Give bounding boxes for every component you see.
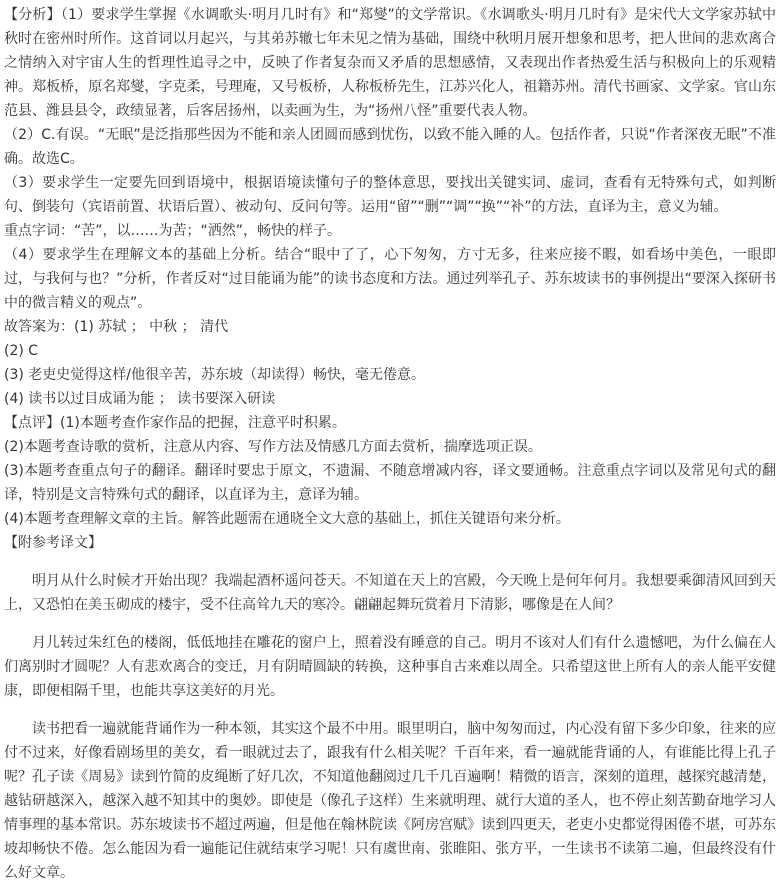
translation-paragraph-1: 明月从什么时候才开始出现？我端起酒杯遥问苍天。不知道在天上的宫殿，今天晚上是何年何月。我想要乘御清风回到天上，又恐怕在美玉砌成的楼宇，受不住高耸九天的寒冷。翩翩起舞玩赏着月下清影，哪像是在人间？ bbox=[4, 573, 776, 613]
analysis-paragraph-4: （4）要求学生在理解文本的基础上分析。结合“眼中了了，心下匆匆，方寸无多，往来应接不暇，如看场中美色，一眼即过，与我何与也？”分析，作者反对“过目能诵为能”的读书态度和方法。通过列举孔子、苏东坡读书的事例提出“要深入探研书中的微言精义的观点”。 bbox=[4, 247, 776, 311]
translation-paragraph-2: 月儿转过朱红色的楼阁，低低地挂在雕花的窗户上，照着没有睡意的自己。明月不该对人们有什么遗憾吧，为什么偏在人们离别时才圆呢？人有悲欢离合的变迁，月有阴晴圆缺的转换，这种事自古来难以周全。只希望这世上所有人的亲人能平安健康，即便相隔千里，也能共享这美好的月光。 bbox=[4, 635, 776, 699]
analysis-key-words: 重点字词：“苦”，以……为苦；“洒然”，畅快的样子。 bbox=[4, 223, 342, 239]
comment-1: 【点评】(1)本题考查作家作品的把握，注意平时积累。 bbox=[4, 415, 346, 431]
analysis-paragraph-3: （3）要求学生一定要先回到语境中，根据语境读懂句子的整体意思，要找出关键实词、虚词，查看有无特殊句式，如判断句、倒装句（宾语前置、状语后置）、被动句、反问句等。运用“留”“删”“调”“换”“补”的方法，直译为主，意义为辅。 bbox=[4, 175, 776, 215]
answer-3: (3) 老吏史觉得这样/他很辛苦，苏东坡（却读得）畅快，毫无倦意。 bbox=[4, 367, 425, 383]
translation-paragraph-3: 读书把看一遍就能背诵作为一种本领，其实这个最不中用。眼里明白，脑中匆匆而过，内心没有留下多少印象，往来的应付不过来，好像看剧场里的美女，看一眼就过去了，跟我有什么相关呢？千百年来，看一遍就能背诵的人，有谁能比得上孔子呢？孔子读《周易》读到竹简的皮绳断了好几次，不知道他翻阅过几千几百遍啊！精微的语言，深刻的道理，越探究越清楚，越钻研越深入，越深入越不知其中的奥妙。即使是（像孔子这样）生来就明理、就行大道的圣人，也不停止刻苦勤奋地学习人情事理的基本常识。苏东坡读书不超过两遍，但是他在翰林院读《阿房宫赋》读到四更天，老吏小史都觉得困倦不堪，可苏东坡却畅快不倦。怎么能因为看一遍能记住就结束学习呢！只有虞世南、张睢阳、张方平，一生读书不读第二遍，但最终没有什么好文章。 bbox=[4, 721, 776, 881]
analysis-paragraph-2: （2）C.有误。“无眠”是泛指那些因为不能和亲人团圆而感到忧伤，以致不能入睡的人。包括作者，只说“作者深夜无眠”不准确。故选C。 bbox=[4, 127, 776, 167]
analysis-paragraph-1: 【分析】（1）要求学生掌握《水调歌头·明月几时有》和“郑燮”的文学常识。《水调歌头·明月几时有》是宋代大文学家苏轼中秋时在密州时所作。这首词以月起兴，与其弟苏辙七年未见之情为基础，围绕中秋明月展开想象和思考，把人世间的悲欢离合之情纳入对宇宙人生的哲理性追寻之中，反映了作者复杂而又矛盾的思想感情，又表现出作者热爱生活与积极向上的乐观精神。郑板桥，原名郑燮，字克柔，号理庵，又号板桥，人称板桥先生，江苏兴化人，祖籍苏州。清代书画家、文学家。官山东范县、潍县县令，政绩显著，后客居扬州，以卖画为生，为“扬州八怪”重要代表人物。 bbox=[4, 7, 776, 119]
answer-2: (2) C bbox=[4, 343, 39, 359]
comment-3: (3)本题考查重点句子的翻译。翻译时要忠于原文，不遗漏、不随意增减内容，译文要通畅。注意重点字词以及常见句式的翻译，特别是文言特殊句式的翻译，以直译为主，意译为辅。 bbox=[4, 463, 776, 503]
answer-intro: 故答案为：(1) 苏轼 ； 中秋 ； 清代 bbox=[4, 319, 229, 335]
comment-4: (4)本题考查理解文章的主旨。解答此题需在通晓全文大意的基础上，抓住关键语句来分析。 bbox=[4, 511, 570, 527]
comment-2: (2)本题考查诗歌的赏析，注意从内容、写作方法及情感几方面去赏析，揣摩选项正误。 bbox=[4, 439, 542, 455]
answer-4: (4) 读书以过目成诵为能 ； 读书要深入研读 bbox=[4, 391, 276, 407]
translation-header: 【附参考译文】 bbox=[4, 535, 102, 551]
